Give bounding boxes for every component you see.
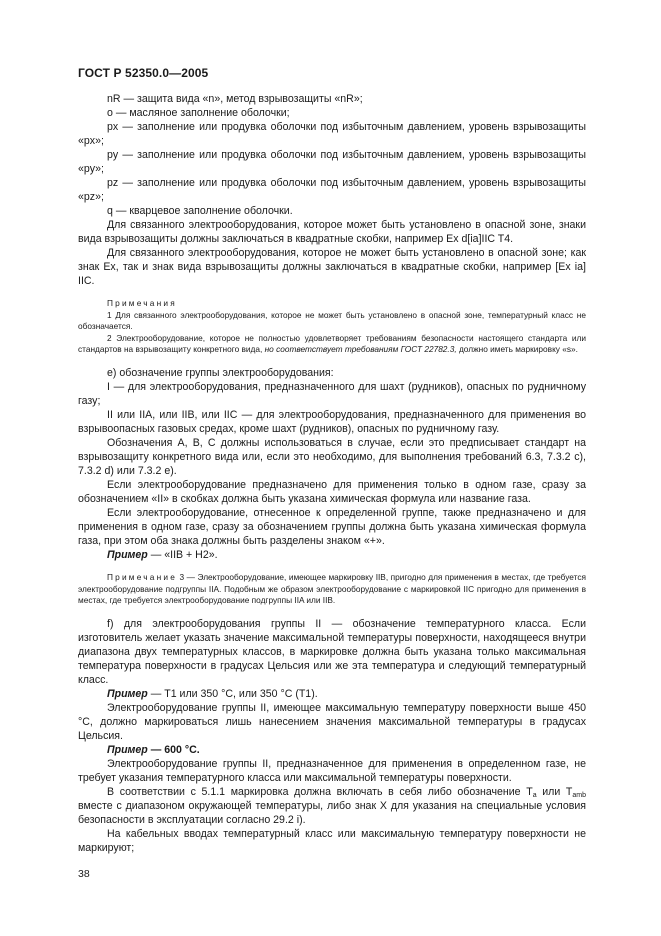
note-2-part-a: 2 Электрооборудование, которое не полностью удовлетворяет требованиям безопасности настоящего стандарта или стандартов на взрывозащиту конкретного вида, bbox=[78, 332, 586, 355]
ambient-part-b: или T bbox=[536, 785, 573, 798]
note-3 bbox=[78, 572, 586, 607]
example-group bbox=[78, 548, 586, 562]
line-q: q — кварцевое заполнение оболочки. bbox=[107, 205, 293, 217]
paragraph-single-gas: Если электрооборудование предназначено для применения только в одном газе, сразу за обозначением «II» в скобках должна быть указана химическая формула или название газа. bbox=[78, 478, 586, 505]
paragraph-above-450: Электрооборудование группы II, имеющее максимальную температуру поверхности выше 450 °С, должно маркироваться лишь нанесением значения максимальной температуры в градусах Цельсия. bbox=[78, 701, 586, 742]
ambient-sub-a: a bbox=[532, 791, 537, 799]
example-label: Пример bbox=[107, 548, 148, 561]
note-2-italic: но соответствует требованиям ГОСТ 22782.3, bbox=[264, 344, 457, 355]
line-o: о — масляное заполнение оболочки; bbox=[107, 107, 290, 119]
paragraph-associated-hazardous: Для связанного электрооборудования, которое может быть установлено в опасной зоне, знаки вида взрывозащиты должны заключаться в квадратные скобки, например Ex d[ia]IIC T4. bbox=[78, 219, 586, 245]
note-2 bbox=[78, 333, 586, 356]
group-ii: II или IIA, или IIB, или IIC — для электрооборудования, предназначенного для применения во взрывоопасных газовых средах, кроме шахт (рудников), опасных по рудничному газу. bbox=[78, 408, 586, 435]
example-text: — T1 или 350 °С, или 350 °С (T1). bbox=[147, 687, 318, 700]
line-pz: pz — заполнение или продувка оболочки под избыточным давлением, уровень взрывозащиты «pz»; bbox=[78, 177, 586, 203]
paragraph-ambient bbox=[78, 785, 586, 827]
ambient-part-c: вместе с диапазоном окружающей температуры, либо знак X для указания на специальные условия безопасности в эксплуатации согласно 29.2 i). bbox=[78, 799, 586, 826]
note-2-part-c: должно иметь маркировку «s». bbox=[456, 344, 578, 355]
ambient-part-a: В соответствии с 5.1.1 маркировка должна включать в себя либо обозначение T bbox=[107, 785, 533, 798]
line-nr: nR — защита вида «n», метод взрывозащиты «nR»; bbox=[107, 93, 363, 105]
example-text: — 600 °С. bbox=[147, 743, 200, 756]
notes-title: Примечания bbox=[107, 298, 177, 308]
item-f: f) для электрооборудования группы II — обозначение температурного класса. Если изготовитель желает указать значение максимальной температуры поверхности, находящееся внутри диапазона двух температурных классов, в маркировке должна быть указана только максимальная температура поверхности в градусах Цельсия или же эта температура и следующий температурный класс. bbox=[78, 617, 586, 686]
page-number: 38 bbox=[78, 868, 90, 880]
example-label: Пример bbox=[107, 743, 148, 756]
paragraph-group-gas: Если электрооборудование, отнесенное к определенной группе, также предназначено и для применения в одном газе, сразу за обозначением группы должна быть указана химическая формула газа, при этом оба знака должны быть разделены знаком «+». bbox=[78, 506, 586, 547]
line-py: py — заполнение или продувка оболочки под избыточным давлением, уровень взрывозащиты «py»; bbox=[78, 149, 586, 175]
example-text: — «IIB + H2». bbox=[147, 548, 218, 561]
paragraph-specific-gas: Электрооборудование группы II, предназначенное для применения в определенном газе, не требует указания температурного класса или максимальной температуры поверхности. bbox=[78, 757, 586, 784]
example-temp-1 bbox=[78, 687, 586, 701]
example-temp-2 bbox=[78, 743, 586, 757]
paragraph-abc: Обозначения А, В, С должны использоваться в случае, если это предписывает стандарт на взрывозащиту конкретного вида или, если это необходимо, для выполнения требований 6.3, 7.3.2 c), 7.3.2 d) или 7.3.2 e). bbox=[78, 436, 586, 477]
paragraph-associated-safe: Для связанного электрооборудования, которое не может быть установлено в опасной зоне; как знак Ex, так и знак вида взрывозащиты должны заключаться в квадратные скобки, например [Ex ia] IIC. bbox=[78, 247, 586, 287]
notes-block-2 bbox=[78, 572, 586, 607]
item-e: е) обозначение группы электрооборудования: bbox=[107, 366, 334, 379]
ambient-sub-amb: amb bbox=[572, 791, 586, 799]
note-3-text: 3 — Электрооборудование, имеющее маркировку IIB, пригодно для применения в местах, где требуется электрооборудование подгруппы IIA. Подобным же образом электрооборудование с маркировкой IIC пригодно для применения в местах, где требуется электрооборудование подгруппы IIA или IIB. bbox=[78, 571, 586, 606]
note-1: 1 Для связанного электрооборудования, которое не может быть установлено в опасной зоне, температурный класс не обозначается. bbox=[78, 309, 586, 332]
group-i: I — для электрооборудования, предназначенного для шахт (рудников), опасных по рудничному газу; bbox=[78, 380, 586, 407]
notes-block-1 bbox=[78, 298, 586, 356]
document-header: ГОСТ Р 52350.0—2005 bbox=[78, 66, 209, 80]
note-3-title: Примечание bbox=[107, 571, 178, 582]
example-label: Пример bbox=[107, 687, 148, 700]
page-content bbox=[78, 92, 586, 855]
line-px: px — заполнение или продувка оболочки под избыточным давлением, уровень взрывозащиты «px»; bbox=[78, 121, 586, 147]
paragraph-cable-entries: На кабельных вводах температурный класс или максимальную температуру поверхности не маркируют; bbox=[78, 827, 586, 854]
